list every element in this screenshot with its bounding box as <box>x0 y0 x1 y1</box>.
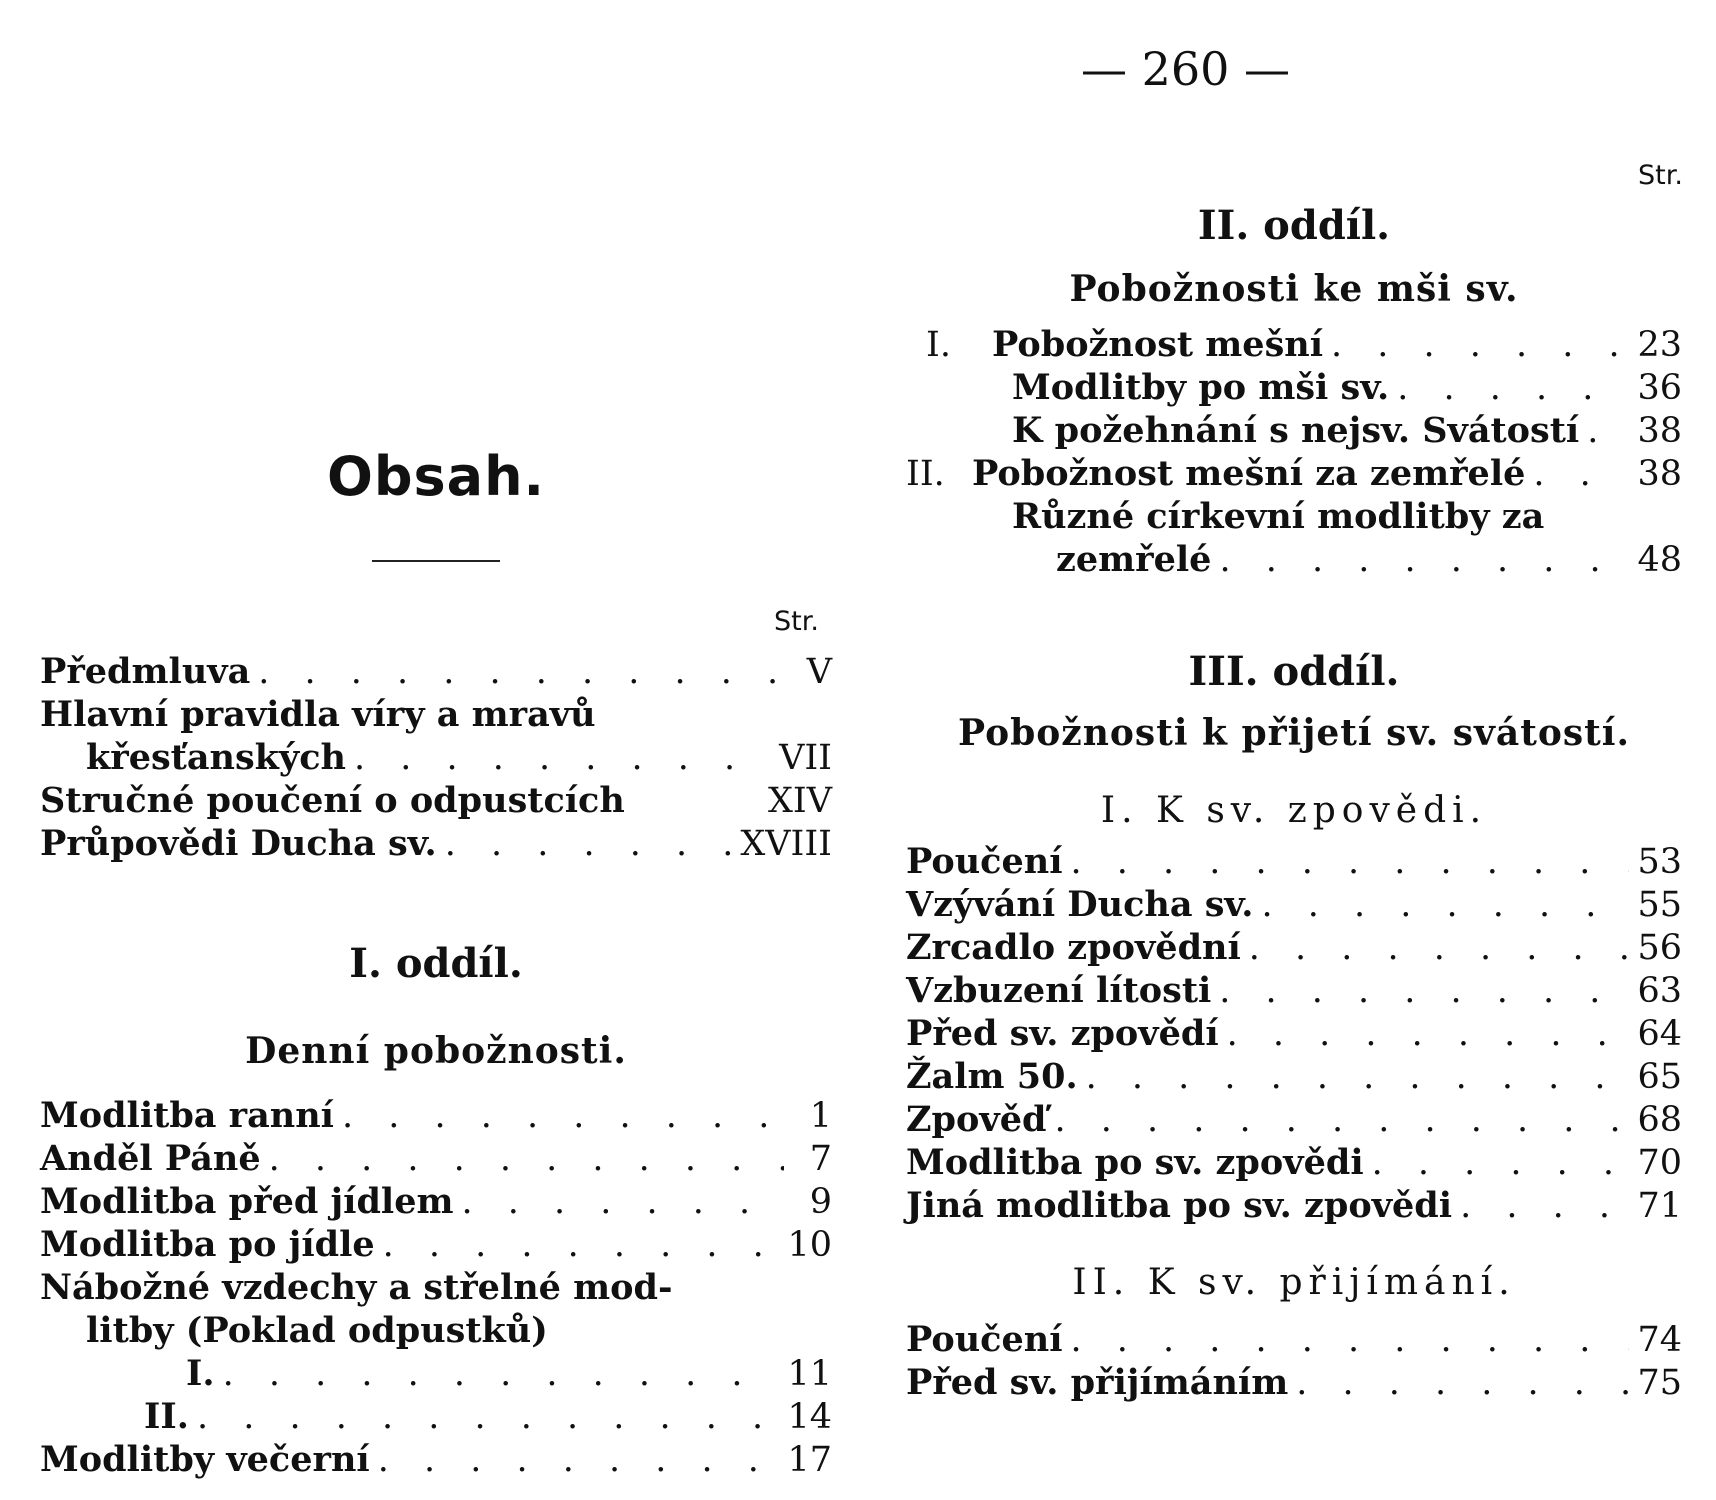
list-item[interactable]: Různé církevní modlitby za <box>1012 496 1545 537</box>
str-label: Str. <box>1638 160 1683 191</box>
section-subheading: Denní pobožnosti. <box>245 1030 627 1072</box>
list-item[interactable]: křesťanských . . . VII <box>40 736 832 779</box>
list-item[interactable]: Poučení . . . 53 <box>906 840 1682 883</box>
list-item[interactable]: Před sv. přijímáním . . . 75 <box>906 1361 1682 1404</box>
list-item[interactable]: Anděl Páně . . . 7 <box>40 1137 832 1180</box>
list-item[interactable]: zemřelé . . . 48 <box>906 538 1682 581</box>
list-item[interactable]: Hlavní pravidla víry a mravů <box>40 694 596 735</box>
list-item[interactable]: Vzývání Ducha sv. . . . 55 <box>906 883 1682 926</box>
str-label: Str. <box>774 606 819 637</box>
list-item[interactable]: Modlitby po mši sv. . . . 36 <box>906 366 1682 409</box>
list-item[interactable]: Jiná modlitba po sv. zpovědi . . . 71 <box>906 1184 1682 1227</box>
list-item[interactable]: II. . . . 14 <box>40 1395 832 1438</box>
list-item[interactable]: Před sv. zpovědí . . . 64 <box>906 1012 1682 1055</box>
section-heading: III. oddíl. <box>1188 648 1400 695</box>
list-item[interactable]: Vzbuzení lítosti . . . 63 <box>906 969 1682 1012</box>
title-divider <box>372 560 500 562</box>
list-item[interactable]: Modlitba po jídle . . . 10 <box>40 1223 832 1266</box>
list-item[interactable]: Modlitba před jídlem . . . 9 <box>40 1180 832 1223</box>
list-item[interactable]: K požehnání s nejsv. Svátostí . . . 38 <box>906 409 1682 452</box>
list-item[interactable]: litby (Poklad odpustků) <box>86 1310 548 1351</box>
section2-list <box>906 323 1682 581</box>
list-item[interactable]: Poučení . . . 74 <box>906 1318 1682 1361</box>
part-heading: II. K sv. přijímání. <box>1072 1262 1516 1303</box>
list-item[interactable]: I. . . . 11 <box>40 1352 832 1395</box>
list-item[interactable]: Předmluva . . . V <box>40 650 832 693</box>
list-item[interactable]: Modlitba po sv. zpovědi . . . 70 <box>906 1141 1682 1184</box>
list-item[interactable]: Nábožné vzdechy a střelné mod- <box>40 1267 673 1308</box>
section1-list <box>40 1094 832 1481</box>
list-item[interactable]: II. Pobožnost mešní za zemřelé . . . 38 <box>906 452 1682 495</box>
section-heading: I. oddíl. <box>349 940 523 987</box>
page-title: Obsah. <box>326 445 546 508</box>
section3-part2-list <box>906 1318 1682 1404</box>
list-item[interactable]: I. Pobožnost mešní . . . 23 <box>906 323 1682 366</box>
list-item[interactable]: Modlitby večerní . . . 17 <box>40 1438 832 1481</box>
list-item[interactable]: Modlitba ranní . . . 1 <box>40 1094 832 1137</box>
list-item[interactable]: Zrcadlo zpovědní . . . 56 <box>906 926 1682 969</box>
list-item[interactable]: Žalm 50. . . . 65 <box>906 1055 1682 1098</box>
list-item[interactable]: Stručné poučení o odpustcích XIV <box>40 780 832 821</box>
part-heading: I. K sv. zpovědi. <box>1100 790 1488 831</box>
section-subheading: Pobožnosti k přijetí sv. svátostí. <box>958 712 1630 754</box>
list-item[interactable]: Průpovědi Ducha sv. . . . XVIII <box>40 822 832 865</box>
front-matter-list <box>40 650 832 865</box>
section-heading: II. oddíl. <box>1197 202 1391 249</box>
list-item[interactable]: Zpověď . . . 68 <box>906 1098 1682 1141</box>
section-subheading: Pobožnosti ke mši sv. <box>1069 268 1519 310</box>
section3-part1-list <box>906 840 1682 1227</box>
